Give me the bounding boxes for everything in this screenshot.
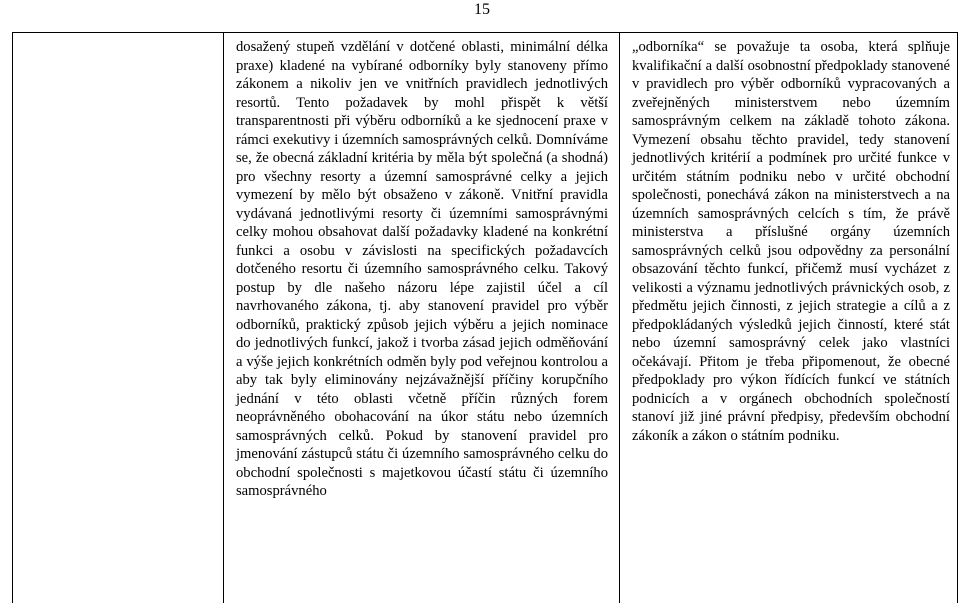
document-table — [12, 32, 958, 603]
page-number: 15 — [474, 1, 490, 18]
middle-column-paragraph: dosažený stupeň vzdělání v dotčené oblasti, minimální délka praxe) kladené na vybírané odborníky byly stanoveny přímo zákonem a nikoliv jen ve vnitřních pravidlech jednotlivých resortů. Tento požadavek by mohl přispět k větší transparentnosti při výběru odborníků a ke sjednocení praxe v rámci exekutivy i územních samosprávných celků. Domníváme se, že obecná základní kritéria by měla být společná (a shodná) pro všechny resorty a územní samosprávné celky a jejich vymezení by mělo být obsaženo v zákoně. Vnitřní pravidla vydávaná jednotlivými resorty či územními samosprávnými celky mohou obsahovat další požadavky kladené na konkrétní funkci a osobu v závislosti na specifických požadavcích dotčeného resortu či územního samosprávného celku. Takový postup by dle našeho názoru lépe zajistil účel a cíl navrhovaného zákona, tj. aby stanovení pravidel pro výběr odborníků, praktický způsob jejich výběru a jejich nominace do jednotlivých funkcí, jakož i tvorba zásad jejich odměňování a výše jejich konkrétních odměn byly pod veřejnou kontrolou a aby tak byly eliminovány nejzávažnější příčiny korupčního jednání v této oblasti včetně příčin různých forem neoprávněného obohacování na úkor státu nebo územních samosprávných celků. Pokud by stanovení pravidel pro jmenování zástupců státu či územního samosprávného celku do obchodní společnosti s majetkovou účastí státu či územního samosprávného — [236, 39, 608, 499]
table-cell-empty — [13, 33, 224, 603]
table-cell-right — [620, 33, 958, 603]
right-column-paragraph: „odborníka“ se považuje ta osoba, která splňuje kvalifikační a další osobnostní předpoklady stanovené v pravidlech pro výběr odborníků vypracovaných a zveřejněných ministerstvem nebo územním samosprávným celkem na základě tohoto zákona. Vymezení obsahu těchto pravidel, tedy stanovení jednotlivých kritérií a podmínek pro určité funkce v určitém státním podniku nebo v určité obchodní společnosti, ponechává zákon na ministerstvech a na územních samosprávných celcích s tím, že právě ministerstva a příslušné orgány územních samosprávných celků jsou odpovědny za personální obsazování těchto funkcí, přičemž musí vycházet z velikosti a významu jednotlivých právnických osob, z předmětu jejich činnosti, z jejich strategie a cílů a z předpokládaných výsledků jejich činností, které stát nebo územní samosprávný celek jako vlastníci očekávají. Přitom je třeba připomenout, že obecné předpoklady pro výkon řídících funkcí ve státních podnicích a v orgánech obchodních společností stanoví již jiné právní předpisy, především obchodní zákoník a zákon o státním podniku. — [632, 39, 950, 444]
table-cell-middle — [224, 33, 620, 603]
